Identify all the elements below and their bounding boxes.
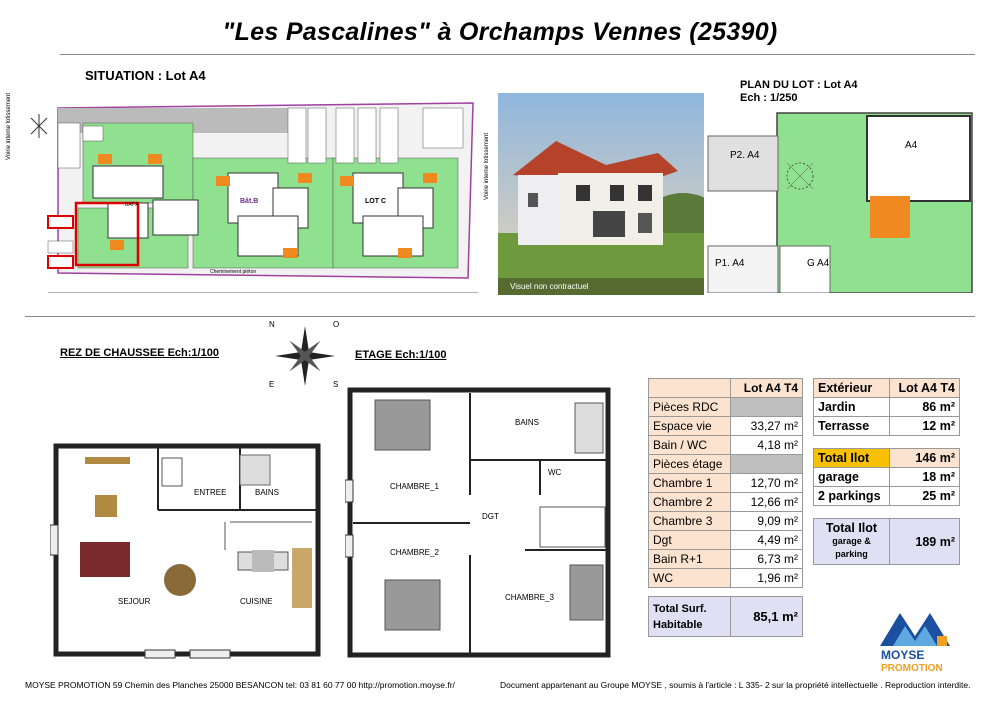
compass-o: O [333,320,340,329]
lot-c-label: LOT C [365,198,386,205]
row-value: 12,66 m² [731,493,803,512]
situation-label: SITUATION : Lot A4 [85,68,206,83]
row-name: Chambre 1 [649,474,731,493]
grand-total-label-3: parking [835,549,868,559]
row-value: 6,73 m² [731,550,803,569]
etage-chambre1: CHAMBRE_1 [390,482,439,491]
logo-sub: PROMOTION [881,663,943,674]
total-surf-label-1: Total Surf. [653,602,707,615]
bat-b-label: Bât.B [240,198,259,205]
voirie-left-label: Voirie interne lotissement [6,92,12,160]
rdc-bains: BAINS [255,488,280,497]
row-value: 12,70 m² [731,474,803,493]
total-ilot-label: Total Ilot [814,449,890,468]
footer-contact: MOYSE PROMOTION 59 Chemin des Planches 25000 BESANCON tel: 03 81 60 77 00 http://promotion.moyse.fr/ [25,680,455,690]
row-name: WC [649,569,731,588]
row-name: Bain R+1 [649,550,731,569]
footer-copyright: Document appartenant au Groupe MOYSE , soumis à l'article : L 335- 2 sur la propriété intellectuelle . Reproduction interdite. [500,680,971,690]
plan-lot-title: PLAN DU LOT : Lot A4 [740,79,858,91]
plan-p2-label: P2. A4 [730,150,760,161]
plan-lot-scale: Ech : 1/250 [740,92,798,104]
row-name: Espace vie [649,417,731,436]
moyse-logo [875,608,955,678]
etage-dgt: DGT [482,512,499,521]
etage-chambre3: CHAMBRE_3 [505,593,554,602]
surfaces-header: Lot A4 T4 [731,379,803,398]
row-value: 18 m² [890,468,960,487]
row-value: 33,27 m² [731,417,803,436]
etage-wc: WC [548,468,562,477]
total-ilot-value: 146 m² [890,449,960,468]
grand-total-label-2: garage & [832,536,871,546]
rdc-label: REZ DE CHAUSSEE Ech:1/100 [60,347,219,359]
grand-total-label-1: Total Ilot [825,521,878,535]
situation-plan [28,88,478,293]
total-surf-label-2: Habitable [653,618,703,631]
etage-bains: BAINS [515,418,540,427]
photo-caption: Visuel non contractuel [510,282,589,291]
plan-p1-label: P1. A4 [715,258,745,269]
section-etage: Pièces étage [649,455,731,474]
cheminement-label: Cheminement piéton [210,269,257,275]
compass-e: E [269,380,275,389]
voirie-right-label: Voirie interne lotissement [484,132,490,200]
section-rdc: Pièces RDC [649,398,731,417]
plan-garage-label: G A4 [807,258,830,269]
row-name: Chambre 3 [649,512,731,531]
rdc-entree: ENTREE [194,488,227,497]
row-name: Jardin [814,398,890,417]
compass-s: S [333,380,339,389]
row-name: Chambre 2 [649,493,731,512]
etage-chambre2: CHAMBRE_2 [390,548,439,557]
row-value: 25 m² [890,487,960,506]
section-divider [25,316,975,317]
row-value: 86 m² [890,398,960,417]
row-name: 2 parkings [814,487,890,506]
title-divider [60,54,975,55]
total-surf-value: 85,1 m² [731,597,803,637]
row-value: 9,09 m² [731,512,803,531]
surfaces-table [648,378,803,637]
row-value: 4,18 m² [731,436,803,455]
bat-a-label: BAT A [125,202,139,208]
etage-label: ETAGE Ech:1/100 [355,349,447,361]
house-render-photo [498,93,704,295]
exterior-table [813,378,960,565]
row-name: Terrasse [814,417,890,436]
compass-rose-icon [265,320,345,392]
row-name: garage [814,468,890,487]
page-title: "Les Pascalines" à Orchamps Vennes (25390) [222,18,778,46]
row-value: 1,96 m² [731,569,803,588]
rdc-cuisine: CUISINE [240,597,273,606]
logo-name: MOYSE [881,648,925,662]
rdc-floorplan [50,440,325,660]
row-name: Bain / WC [649,436,731,455]
exterior-col1: Extérieur [814,379,890,398]
row-name: Dgt [649,531,731,550]
grand-total-value: 189 m² [890,519,960,565]
row-value: 4,49 m² [731,531,803,550]
lot-plan [705,108,975,293]
plan-house-label: A4 [905,140,918,151]
exterior-col2: Lot A4 T4 [890,379,960,398]
rdc-sejour: SEJOUR [118,597,151,606]
compass-n: N [269,320,275,329]
etage-floorplan [345,385,615,660]
row-value: 12 m² [890,417,960,436]
